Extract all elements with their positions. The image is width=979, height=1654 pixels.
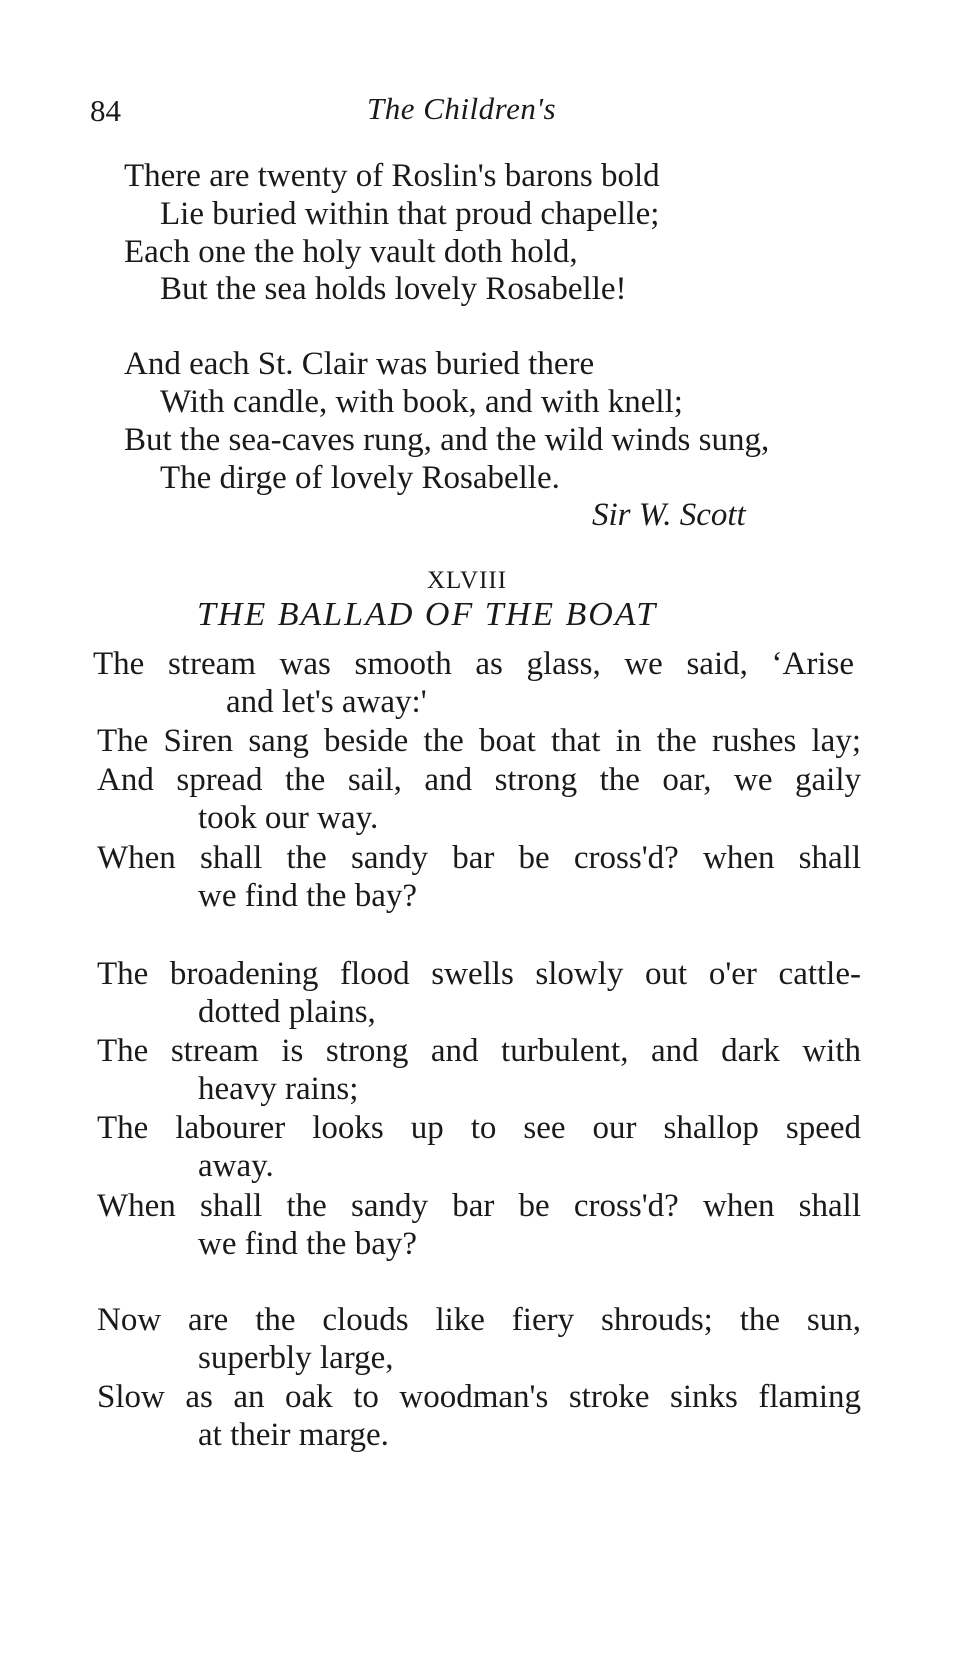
page-number: 84 [90, 93, 121, 128]
verse-line: Lie buried within that proud chapelle; [160, 196, 660, 232]
verse-line-continuation: at their marge. [198, 1417, 389, 1453]
verse-line: When shall the sandy bar be cross'd? when shall [97, 1188, 861, 1224]
verse-line: Each one the holy vault doth hold, [124, 234, 578, 270]
verse-line: The Siren sang beside the boat that in the rushes lay; [97, 723, 861, 759]
verse-line-continuation: we find the bay? [198, 878, 417, 914]
verse-line: The stream was smooth as glass, we said, ‘Arise [93, 646, 854, 682]
verse-line-continuation: dotted plains, [198, 994, 376, 1030]
verse-line: The broadening flood swells slowly out o'er cattle- [97, 956, 861, 992]
verse-line: The stream is strong and turbulent, and dark with [97, 1033, 861, 1069]
verse-line: And each St. Clair was buried there [124, 346, 595, 382]
verse-line-continuation: we find the bay? [198, 1226, 417, 1262]
verse-line-continuation: heavy rains; [198, 1071, 359, 1107]
verse-line: But the sea-caves rung, and the wild winds sung, [124, 422, 770, 458]
verse-line-continuation: away. [198, 1148, 274, 1184]
running-title: The Children's [367, 91, 557, 126]
verse-line: When shall the sandy bar be cross'd? when shall [97, 840, 861, 876]
verse-line: Now are the clouds like fiery shrouds; the sun, [97, 1302, 861, 1338]
verse-line: And spread the sail, and strong the oar, we gaily [97, 762, 861, 798]
poem-title: THE BALLAD OF THE BOAT [197, 596, 658, 633]
verse-line-continuation: superbly large, [198, 1340, 394, 1376]
verse-line: The dirge of lovely Rosabelle. [160, 460, 560, 496]
verse-line: But the sea holds lovely Rosabelle! [160, 271, 627, 307]
verse-line: Slow as an oak to woodman's stroke sinks flaming [97, 1379, 861, 1415]
verse-line-continuation: took our way. [198, 800, 379, 836]
verse-line: The labourer looks up to see our shallop speed [97, 1110, 861, 1146]
verse-line-continuation: and let's away:' [226, 684, 427, 720]
attribution: Sir W. Scott [592, 497, 746, 533]
verse-line: With candle, with book, and with knell; [160, 384, 683, 420]
poem-numeral: XLVIII [427, 567, 508, 594]
verse-line: There are twenty of Roslin's barons bold [124, 158, 660, 194]
